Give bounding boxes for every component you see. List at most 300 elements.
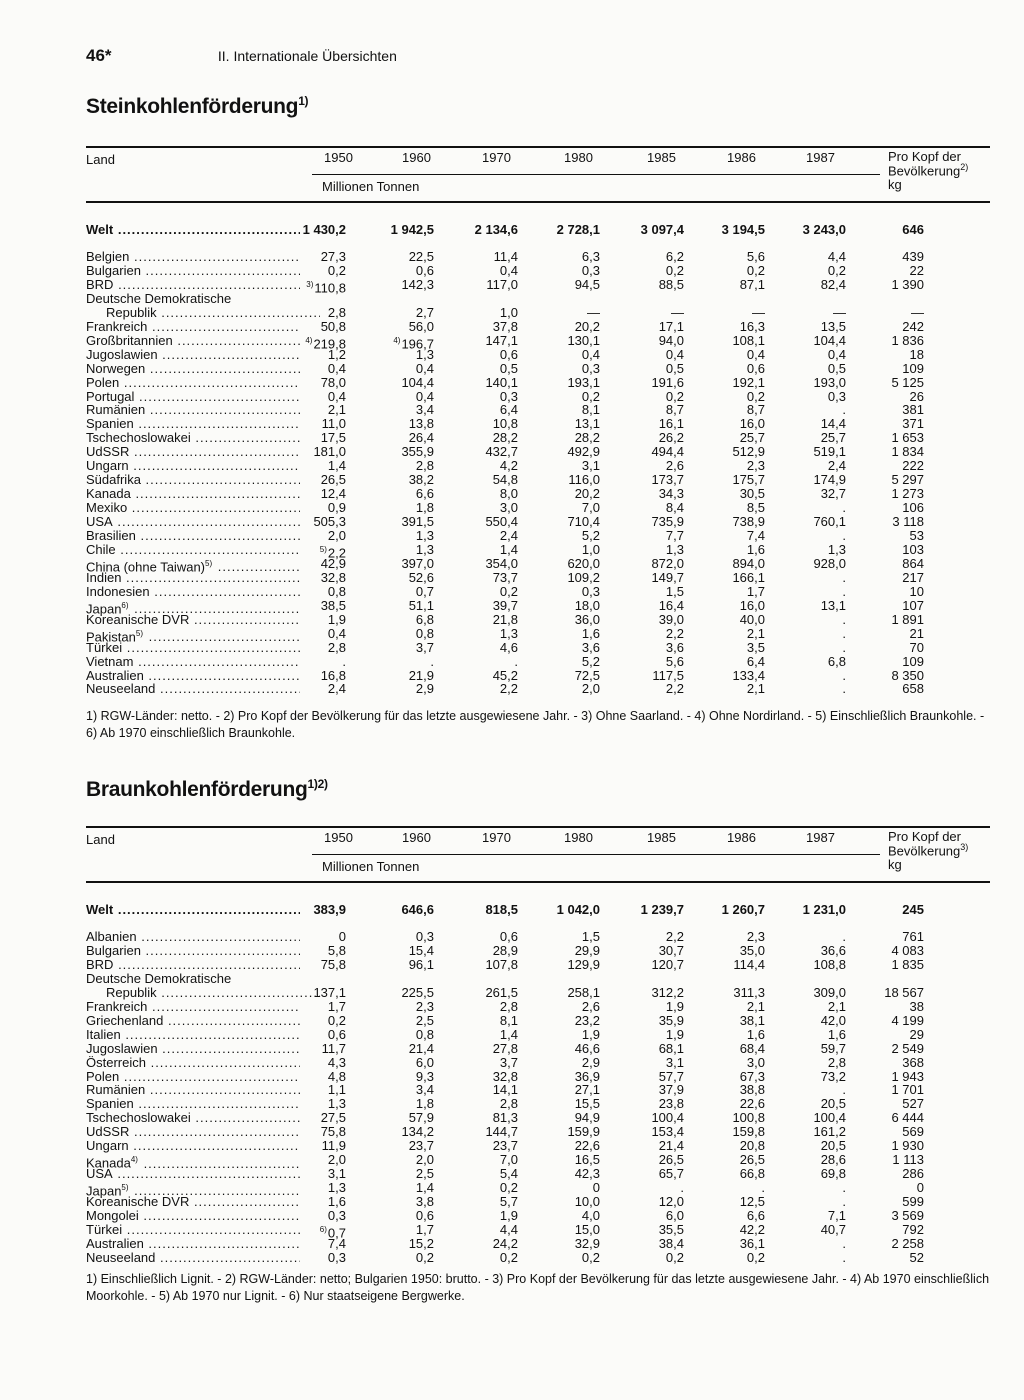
value: 3,7 [415,639,434,655]
value-cell [917,1181,924,1195]
value-cell [582,1000,600,1014]
value-cell [740,1223,765,1237]
value: 1,7 [415,1221,434,1237]
per-capita-text: Bevölkerung [888,163,961,179]
value: 109 [902,653,924,669]
braun-footnote: 1) Einschließlich Lignit. - 2) RGW-Länder: netto; Bulgarien 1950: brutto. - 3) Pro Kopf der Bevölkerung für das letzte ausgewiesene Jahr. - 4) Ab 1970 einschließlich Moorkohle. - 5) Ab 1970 nur Lignit. - 6) Nur staatseigene Bergwerke. [86,1272,990,1303]
table-rule [86,201,990,203]
value-cell [416,682,434,696]
value: 5 125 [891,374,924,390]
table-row [86,501,990,515]
value: 2,0 [327,528,346,543]
column-header-year: 1987 [806,830,835,845]
value-cell [567,986,600,1000]
value: 1,6 [581,625,600,641]
value: 108,1 [732,332,765,348]
value-cell [328,529,346,543]
value: 0,2 [665,262,684,278]
value-cell [911,306,924,320]
value-cell [328,627,346,641]
value: 147,1 [485,332,518,348]
value: 738,9 [732,514,765,530]
country-label: Ungarn [86,459,129,474]
value: 100,4 [813,1110,846,1126]
value: 8,0 [499,486,518,502]
value: 75,8 [320,1124,346,1140]
value-cell [666,543,684,557]
value-cell [500,264,518,278]
table-row [86,1111,990,1125]
table-row [86,1125,990,1139]
value: 355,9 [401,444,434,460]
table-row [86,1195,990,1209]
value: 245 [902,902,924,917]
per-capita-unit: kg [888,177,902,192]
value-cell [891,445,924,459]
country-label: Australien [86,668,144,683]
table-row [86,390,990,404]
value-cell [821,1139,846,1153]
value-cell [313,903,346,917]
value-cell [575,431,600,445]
value: 22,5 [408,249,434,264]
value-cell [416,1028,434,1042]
value-cell [813,376,846,390]
value: 9,3 [415,1068,434,1084]
country-name [86,1209,300,1223]
value: 519,1 [813,444,846,460]
value: 219,8 [313,336,346,352]
value-cell [740,278,765,292]
value-cell [575,1070,600,1084]
value: 20,2 [574,318,600,334]
value: 760,1 [813,514,846,530]
value-cell [486,278,518,292]
country-label: Republik [106,985,157,1000]
column-header-year: 1960 [402,150,431,165]
value: 8,1 [499,1012,518,1028]
value: 11,9 [321,1138,346,1154]
value: 761 [902,929,924,944]
value: 78,0 [320,374,346,390]
value-cell [902,320,924,334]
value: . [842,667,846,683]
value: 0,3 [499,388,518,404]
country-name [86,362,300,376]
value: . [842,639,846,655]
value-cell [833,306,846,320]
table-row [86,1070,990,1084]
value-cell [401,445,434,459]
table-rule [86,881,990,883]
country-label: Rumänien [86,1083,146,1098]
value-cell [666,390,684,404]
value: 191,6 [651,374,684,390]
value-cell [902,250,924,264]
value: 1,8 [415,1096,434,1112]
value-cell [493,417,518,431]
value: 15,0 [574,1221,600,1237]
value: 0,6 [499,346,518,362]
value: 4,4 [499,1221,518,1237]
value: 94,0 [658,332,684,348]
value: 7,7 [665,528,684,543]
value-cell [409,944,434,958]
value: 864 [902,555,924,571]
value-cell [740,1097,765,1111]
value: 38,1 [739,1012,765,1028]
value: 7,1 [827,1208,846,1223]
value-cell [416,1209,434,1223]
value-cell [582,501,600,515]
value-cell [575,1014,600,1028]
value-cell [328,1028,346,1042]
value: 17,5 [320,430,346,446]
value-cell [416,264,434,278]
value: 1,4 [499,541,518,557]
table-row [86,487,990,501]
value: 75,8 [320,956,346,972]
value: 140,1 [485,374,518,390]
value: 0,4 [415,360,434,376]
value: 3,1 [327,1166,346,1182]
value: . [514,653,518,669]
table-row [86,958,990,972]
footnote-marker: 6) [121,600,129,610]
value: 0,6 [415,262,434,278]
value-cell [416,1223,434,1237]
value-cell [902,1223,924,1237]
country-name [86,487,300,501]
country-name [86,682,300,696]
footnote-marker: 5) [121,1183,129,1193]
value: 1 430,2 [302,222,346,237]
value-cell [747,1209,765,1223]
value-cell [651,986,684,1000]
value-cell [803,223,846,237]
value: 38,2 [408,472,434,488]
value: 68,4 [739,1040,765,1056]
country-name [86,1083,300,1097]
value: 0 [916,1180,924,1196]
value-cell [747,655,765,669]
value-cell [902,557,924,571]
country-name [86,1097,300,1111]
country-label: UdSSR [86,1125,130,1140]
value: 11,4 [493,249,518,264]
page-number: 46* [86,46,112,65]
value: . [342,653,346,669]
value-cell [500,403,518,417]
value: 32,8 [492,1068,518,1084]
value-cell [416,459,434,473]
table-row [86,1180,990,1199]
value: 5,2 [581,653,600,669]
value: 1 942,5 [390,222,434,237]
value: 13,1 [574,416,600,432]
value-cell [747,459,765,473]
value: 1 231,0 [802,902,846,917]
value: 2,8 [327,304,346,320]
value-cell [416,529,434,543]
value-cell [328,585,346,599]
value: 10,0 [574,1194,600,1210]
value-cell [575,1042,600,1056]
value-cell [401,903,434,917]
value-cell [659,487,684,501]
value: 391,5 [401,514,434,530]
value: 173,7 [651,472,684,488]
value: 196,7 [401,336,434,352]
table-row [86,625,990,644]
value: 258,1 [567,984,600,1000]
value: 5,7 [499,1194,518,1210]
value-cell [752,306,765,320]
value: 192,1 [732,374,765,390]
value: 32,9 [574,1235,600,1251]
value-cell [842,585,846,599]
value-cell [416,390,434,404]
value: 14,4 [820,416,846,432]
value-cell [666,250,684,264]
value: 599 [902,1194,924,1210]
value: 1,0 [499,304,518,320]
value-cell [567,334,600,348]
value-cell [416,348,434,362]
country-name [86,571,300,585]
value-cell [328,1209,346,1223]
value: 3,0 [499,500,518,516]
value: 6,6 [746,1208,765,1223]
value: 1,3 [499,625,518,641]
value-cell [821,431,846,445]
value-cell [666,1000,684,1014]
unit-label: Millionen Tonnen [322,859,420,874]
value: 2,5 [415,1166,434,1182]
value: 1 930 [891,1138,924,1154]
value: 1 834 [891,444,924,460]
value-cell [416,501,434,515]
value-cell [567,445,600,459]
column-header-year: 1986 [727,830,756,845]
value-cell [747,1056,765,1070]
value-cell [401,376,434,390]
value: 87,1 [739,276,765,292]
value: 3 243,0 [802,222,846,237]
country-name [86,1111,300,1125]
table-row [86,585,990,599]
value-cell [747,682,765,696]
country-label: Österreich [86,1055,146,1070]
value: 550,4 [485,514,518,530]
value: 4,2 [499,458,518,474]
value-cell [321,669,346,683]
value: . [842,1235,846,1251]
value: 26 [909,388,924,404]
value-cell [821,320,846,334]
country-name [86,613,300,627]
value: 8,5 [746,500,765,516]
value: 0,4 [746,346,765,362]
value: 217 [902,569,924,585]
value-cell [666,501,684,515]
country-label: Ungarn [86,1139,129,1154]
value: 108,8 [813,956,846,972]
value: 32,7 [820,486,846,502]
value-cell [500,487,518,501]
value: 0,3 [327,1249,346,1265]
value: 30,5 [739,486,765,502]
value-cell [409,1139,434,1153]
column-header-year: 1950 [324,830,353,845]
value: 38,4 [658,1235,684,1251]
value-cell [416,306,434,320]
value-cell [722,223,765,237]
value-cell [575,1223,600,1237]
table-row [86,529,990,543]
country-name [86,431,300,445]
value-cell [902,599,924,613]
value: 21,9 [408,667,434,683]
value-cell [659,1195,684,1209]
value: 0,3 [581,262,600,278]
value: 2,7 [415,304,434,320]
value-cell [821,1097,846,1111]
value: 25,7 [820,430,846,446]
value-cell [828,348,846,362]
country-name [86,944,300,958]
value-cell [582,682,600,696]
value-cell [747,403,765,417]
value-cell [747,362,765,376]
value-cell [416,1056,434,1070]
value: 0,3 [827,388,846,404]
value-cell [582,264,600,278]
value-cell [575,417,600,431]
value: 24,2 [492,1235,518,1251]
value-cell [732,376,765,390]
value: 21 [909,625,924,641]
value-cell [582,1056,600,1070]
per-capita-header: Pro Kopf der [888,149,961,164]
value-cell [842,930,846,944]
value: 1 891 [891,611,924,627]
value: 710,4 [567,514,600,530]
value: 3,7 [499,1054,518,1070]
value: 13,5 [820,318,846,334]
section-title: II. Internationale Übersichten [217,48,397,64]
value: 0,7 [415,583,434,599]
country-name [86,529,300,543]
country-name [86,334,300,348]
country-name [86,1000,300,1014]
stein-footnote: 1) RGW-Länder: netto. - 2) Pro Kopf der Bevölkerung für das letzte ausgewiesene Jahr. - 3) Ohne Saarland. - 4) Ohne Nordirland. - 5) Einschließlich Braunkohle. - 6) Ab 1970 einschließlich Braunkohle. [86,709,985,740]
value: 57,7 [658,1068,684,1084]
value: 28,9 [492,942,518,958]
value-cell [828,1056,846,1070]
value: 129,9 [567,956,600,972]
world-row [86,903,990,917]
value: 42,2 [739,1221,765,1237]
value-cell [328,1167,346,1181]
country-name [86,348,300,362]
value-cell [803,903,846,917]
value: 0,6 [415,1208,434,1223]
value: 81,3 [492,1110,518,1126]
value: 1 273 [891,486,924,502]
value: 2 134,6 [474,222,518,237]
value: 2,2 [327,545,346,561]
value: 2,8 [499,998,518,1014]
column-header-year: 1980 [564,830,593,845]
table-row [86,292,990,306]
value-cell [409,1111,434,1125]
value: 1,9 [499,1208,518,1223]
value: 42,3 [574,1166,600,1182]
value-cell [740,599,765,613]
value-cell [902,501,924,515]
value-cell [416,930,434,944]
value-cell [321,958,346,972]
country-label: Republik [106,305,157,320]
value: 0,7 [327,1225,346,1241]
value-cell [828,1000,846,1014]
value: 0,2 [827,262,846,278]
value-cell [740,1070,765,1084]
value: 492,9 [567,444,600,460]
table-row [86,376,990,390]
table-row [86,1237,990,1251]
table-row [86,332,990,352]
value-cell [747,501,765,515]
value: 174,9 [813,472,846,488]
country-label: Welt [86,223,114,237]
value-cell [747,1028,765,1042]
value: 50,8 [320,318,346,334]
value: 11,7 [321,1040,346,1056]
value: 0,2 [499,583,518,599]
value-cell [401,557,434,571]
value-cell [328,944,346,958]
value-cell [500,1209,518,1223]
value: 2,8 [327,639,346,655]
value: 117,0 [486,276,518,292]
value: 57,9 [408,1110,434,1126]
value-cell [740,1083,765,1097]
value-cell [910,390,924,404]
value: 8,1 [581,402,600,418]
per-capita-header [888,162,968,178]
country-name [86,1139,300,1153]
value: . [842,583,846,599]
country-label: Griechenland [86,1013,164,1028]
value-cell [659,613,684,627]
value-cell [493,599,518,613]
value-cell [493,1083,518,1097]
country-label: Australien [86,1236,144,1251]
value-cell [416,362,434,376]
country-name [86,403,300,417]
value: 0,4 [415,388,434,404]
stein-title: Steinkohlenförderung$^{1)}$ [86,94,309,118]
country-name [86,1070,300,1084]
value: . [842,402,846,418]
country-name [86,278,300,292]
value-cell [567,958,600,972]
value: 21,4 [408,1040,434,1056]
value-cell [328,264,346,278]
value: 17,1 [658,318,684,334]
